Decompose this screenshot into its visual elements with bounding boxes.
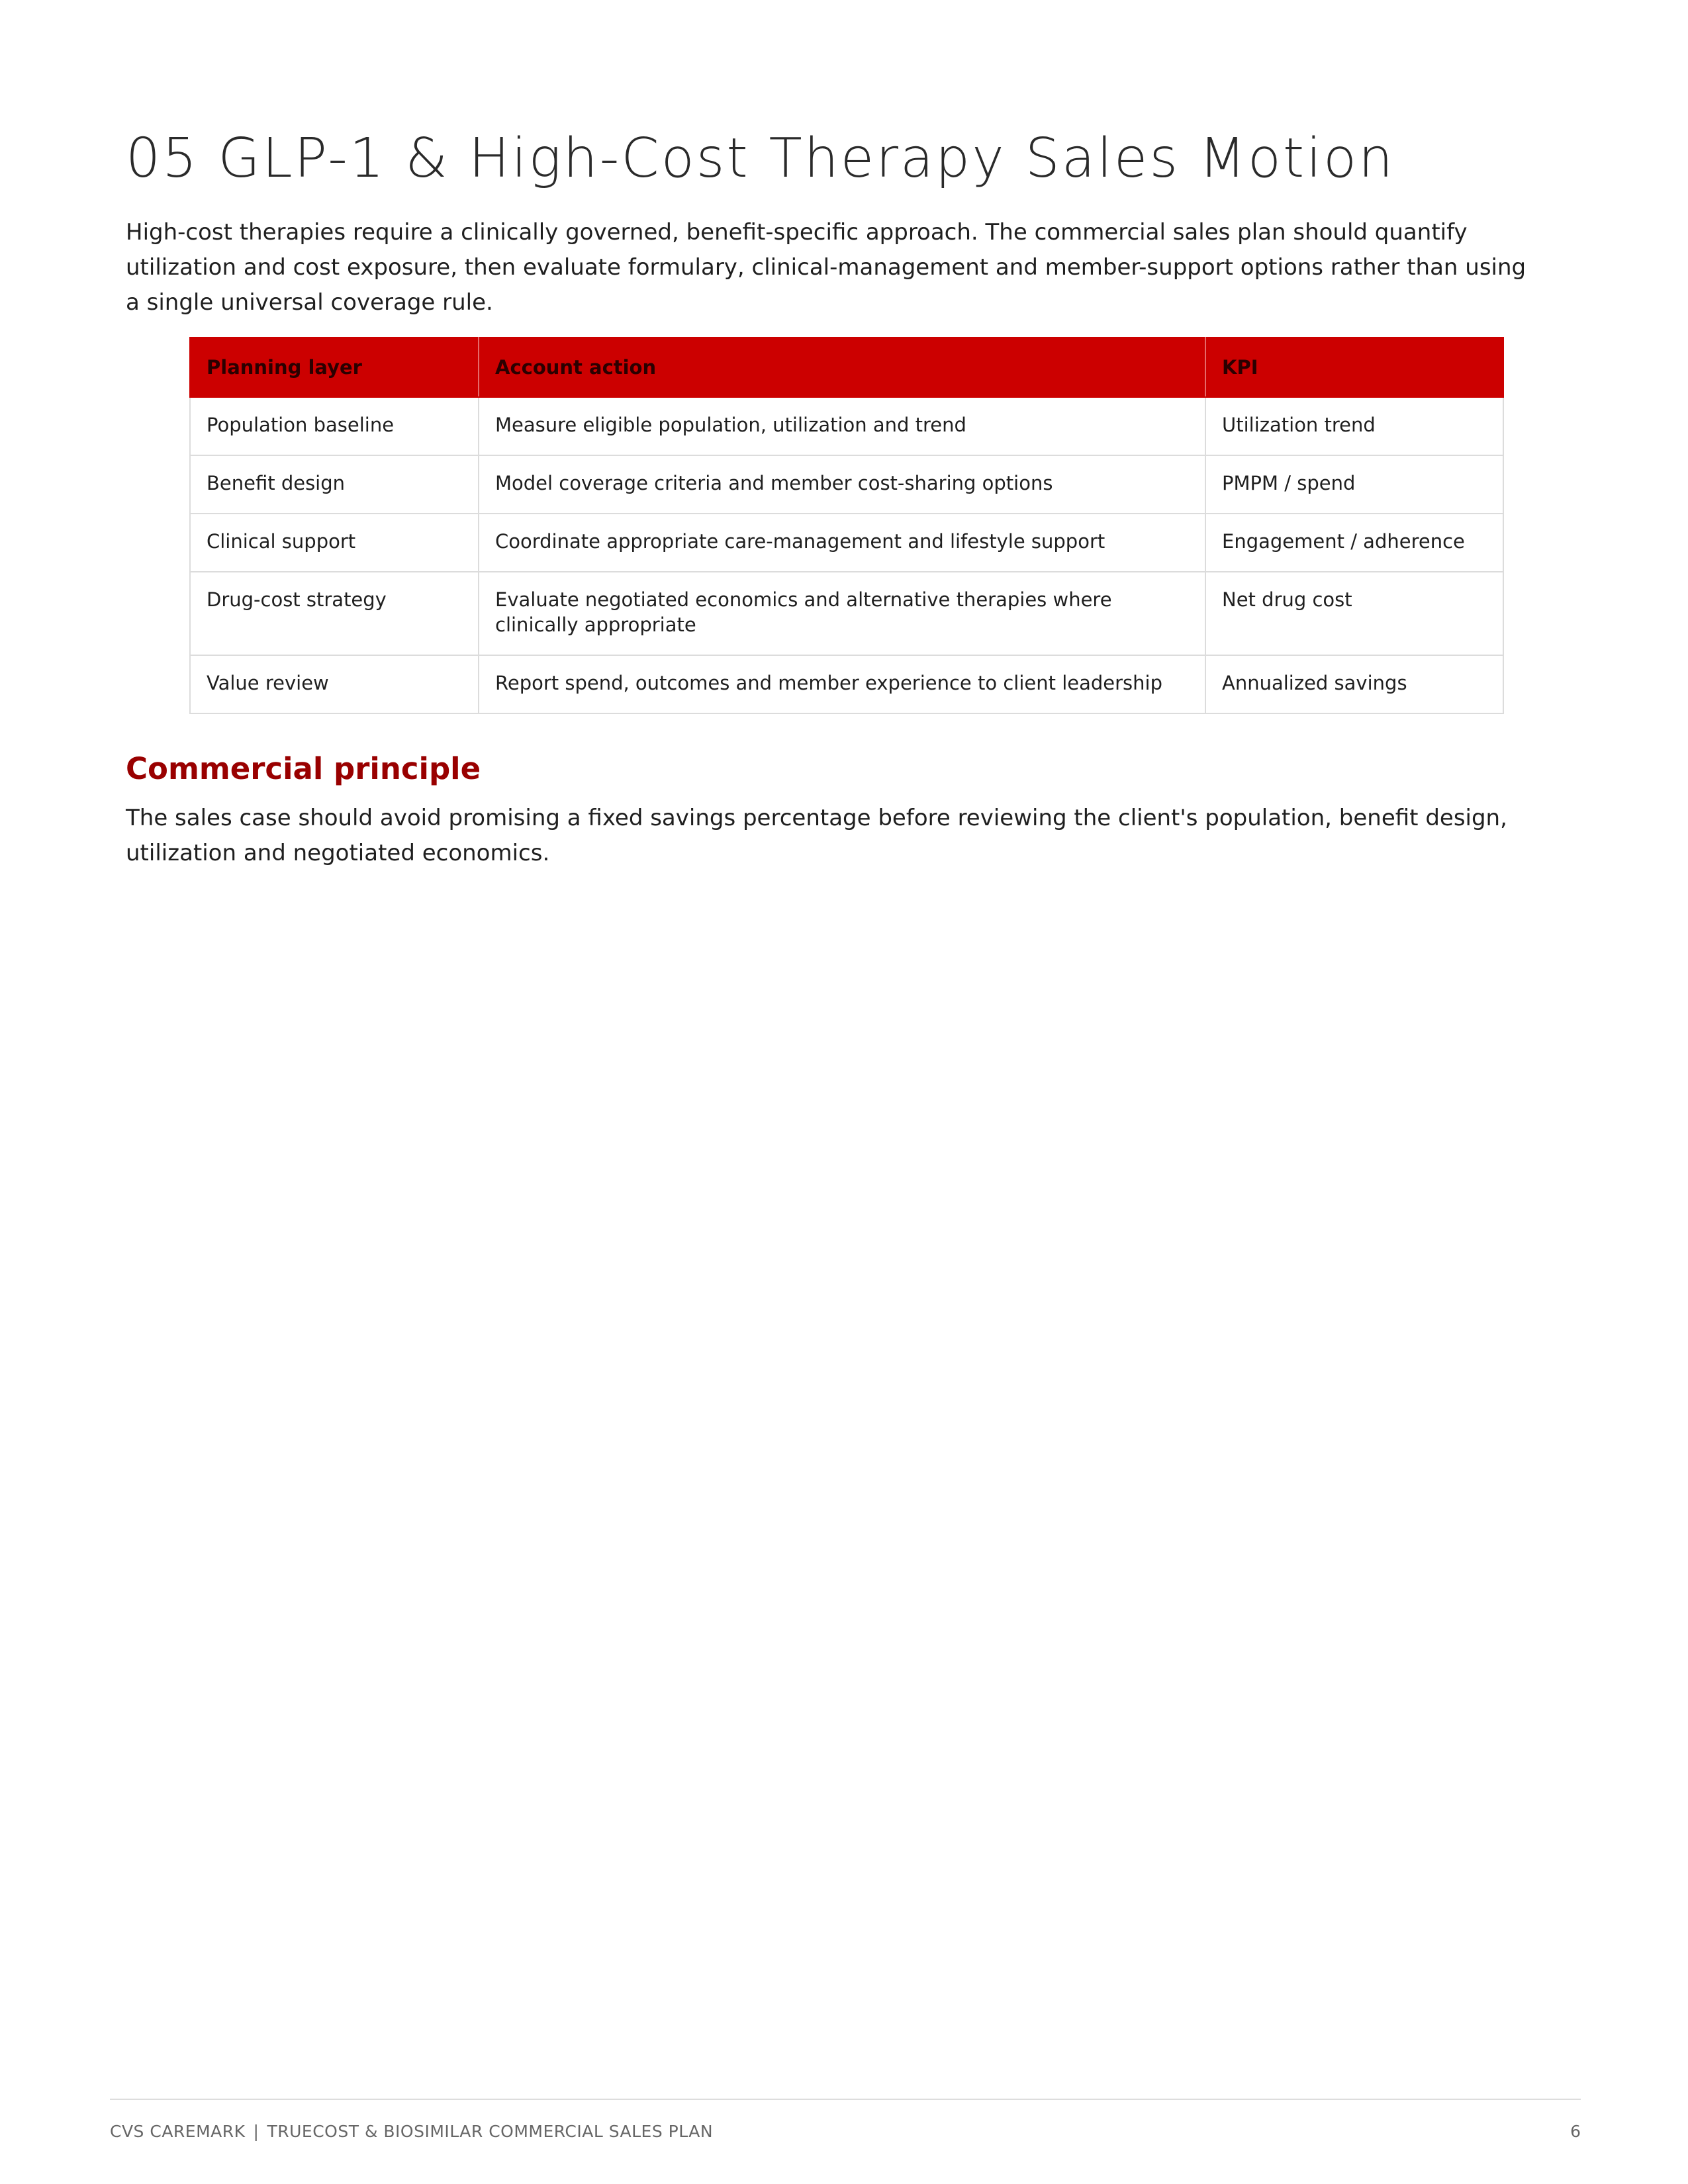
page-number: 6 [1570, 2122, 1581, 2141]
footer-company: CVS CAREMARK [110, 2122, 246, 2141]
footer-document-label [110, 2120, 713, 2143]
table-row [190, 397, 1503, 455]
table-header-row [190, 338, 1503, 397]
cell-account-action: Measure eligible population, utilization and trend [479, 397, 1205, 455]
intro-paragraph: High-cost therapies require a clinically governed, benefit-specific approach. The commercial sales plan should quantify utilization and cost exposure, then evaluate formulary, clinical-management and member-support options rather than using a single universal coverage rule. [126, 219, 1526, 316]
footer-separator: | [253, 2122, 259, 2141]
planning-table [189, 337, 1504, 714]
cell-kpi: Net drug cost [1205, 572, 1503, 655]
header-account-action: Account action [479, 338, 1205, 397]
cell-planning-layer: Benefit design [190, 455, 479, 514]
cell-planning-layer: Drug-cost strategy [190, 572, 479, 655]
header-kpi: KPI [1205, 338, 1503, 397]
table-row [190, 455, 1503, 514]
header-planning-layer: Planning layer [190, 338, 479, 397]
cell-account-action: Model coverage criteria and member cost-sharing options [479, 455, 1205, 514]
cell-account-action: Report spend, outcomes and member experience to client leadership [479, 655, 1205, 713]
table-row [190, 572, 1503, 655]
page-title: 05 GLP-1 & High-Cost Therapy Sales Motion [126, 127, 1395, 190]
cell-kpi: PMPM / spend [1205, 455, 1503, 514]
principle-paragraph: The sales case should avoid promising a fixed savings percentage before reviewing the client's population, benefit design, utilization and negotiated economics. [126, 805, 1507, 866]
table-row [190, 655, 1503, 713]
cell-planning-layer: Clinical support [190, 514, 479, 572]
cell-planning-layer: Population baseline [190, 397, 479, 455]
planning-table-container [189, 337, 1503, 714]
cell-kpi: Annualized savings [1205, 655, 1503, 713]
table-row [190, 514, 1503, 572]
cell-kpi: Utilization trend [1205, 397, 1503, 455]
footer-document-title: TRUECOST & BIOSIMILAR COMMERCIAL SALES PLAN [267, 2122, 714, 2141]
cell-account-action: Evaluate negotiated economics and alternative therapies where clinically appropriate [479, 572, 1205, 655]
cell-account-action: Coordinate appropriate care-management and lifestyle support [479, 514, 1205, 572]
footer-divider [110, 2099, 1581, 2100]
cell-kpi: Engagement / adherence [1205, 514, 1503, 572]
section-heading-commercial-principle: Commercial principle [126, 751, 481, 786]
cell-planning-layer: Value review [190, 655, 479, 713]
